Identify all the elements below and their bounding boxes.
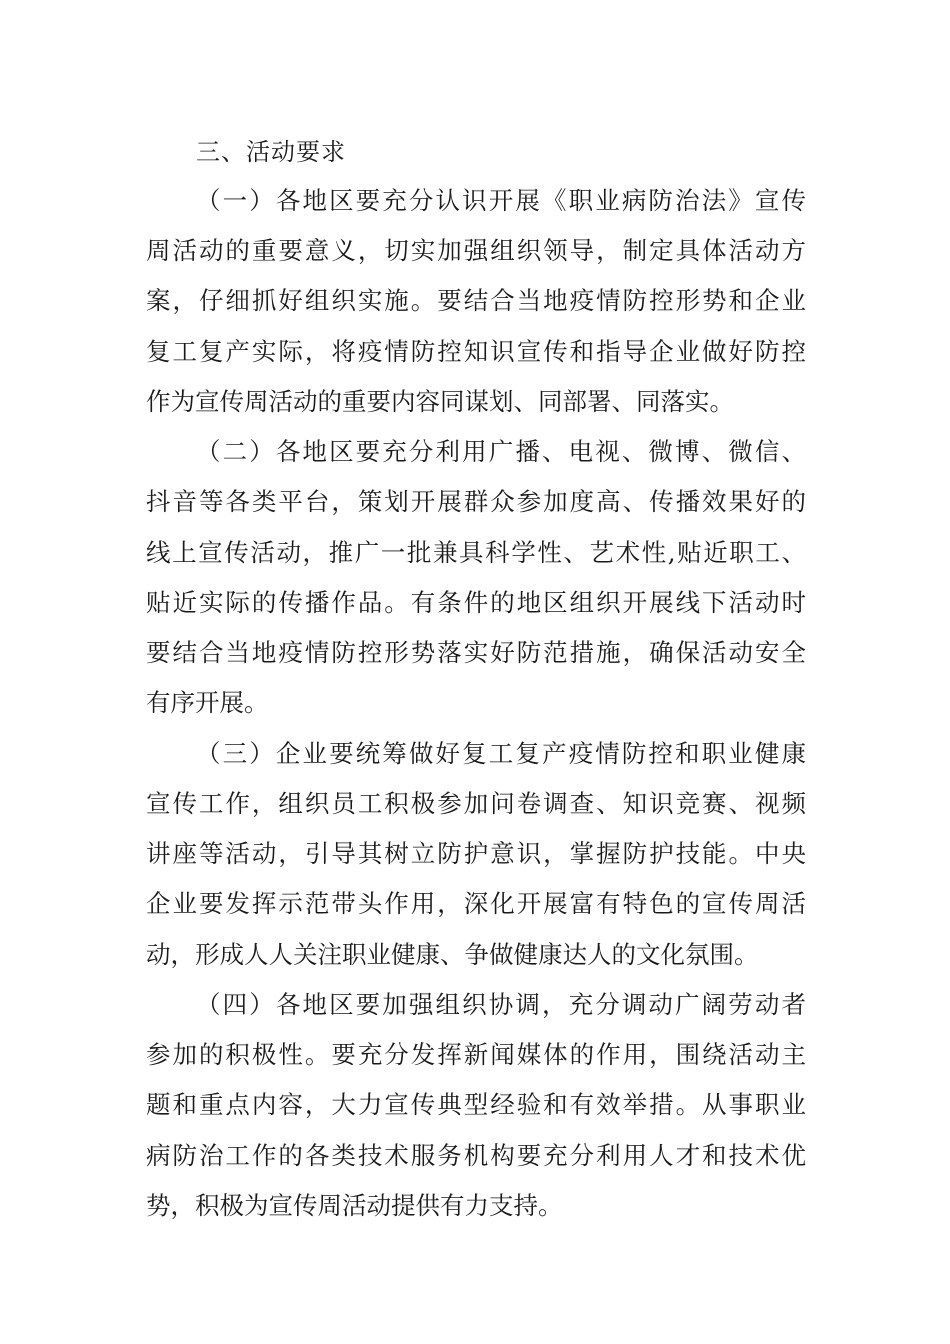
paragraph-3-line-4: 企业要发挥示范带头作用，深化开展富有特色的宣传周活 (146, 889, 806, 918)
paragraph-1-line-4: 复工复产实际，将疫情防控知识宣传和指导企业做好防控 (146, 337, 806, 366)
paragraph-2-line-2: 抖音等各类平台，策划开展群众参加度高、传播效果好的 (146, 487, 806, 516)
paragraph-4-line-4: 病防治工作的各类技术服务机构要充分利用人才和技术优 (146, 1141, 806, 1170)
paragraph-1-line-2: 周活动的重要意义，切实加强组织领导，制定具体活动方 (146, 236, 806, 265)
paragraph-4-line-1: （四）各地区要加强组织协调，充分调动广阔劳动者 (196, 990, 806, 1019)
paragraph-4-line-2: 参加的积极性。要充分发挥新闻媒体的作用，围绕活动主 (146, 1040, 806, 1069)
paragraph-2-line-1: （二）各地区要充分利用广播、电视、微博、微信、 (196, 437, 806, 466)
paragraph-3-line-3: 讲座等活动，引导其树立防护意识，掌握防护技能。中央 (146, 839, 806, 868)
paragraph-3-line-1: （三）企业要统筹做好复工复产疫情防控和职业健康 (196, 739, 806, 768)
paragraph-3-line-2: 宣传工作，组织员工积极参加问卷调查、知识竞赛、视频 (146, 789, 806, 818)
paragraph-1-line-1: （一）各地区要充分认识开展《职业病防治法》宣传 (196, 186, 806, 215)
paragraph-4-line-3: 题和重点内容，大力宣传典型经验和有效举措。从事职业 (146, 1090, 806, 1119)
paragraph-1-line-3: 案，仔细抓好组织实施。要结合当地疫情防控形势和企业 (146, 286, 806, 315)
paragraph-3-line-5: 动，形成人人关注职业健康、争做健康达人的文化氛围。 (146, 940, 759, 969)
section-heading: 三、活动要求 (196, 138, 346, 166)
paragraph-2-line-3: 线上宣传活动，推广一批兼具科学性、艺术性,贴近职工、 (146, 538, 806, 567)
paragraph-2-line-5: 要结合当地疫情防控形势落实好防范措施，确保活动安全 (146, 638, 806, 667)
paragraph-4-line-5: 势，积极为宣传周活动提供有力支持。 (146, 1191, 563, 1220)
paragraph-2-line-6: 有序开展。 (146, 688, 269, 717)
paragraph-1-line-5: 作为宣传周活动的重要内容同谋划、同部署、同落实。 (146, 387, 734, 416)
paragraph-2-line-4: 贴近实际的传播作品。有条件的地区组织开展线下活动时 (146, 588, 806, 617)
